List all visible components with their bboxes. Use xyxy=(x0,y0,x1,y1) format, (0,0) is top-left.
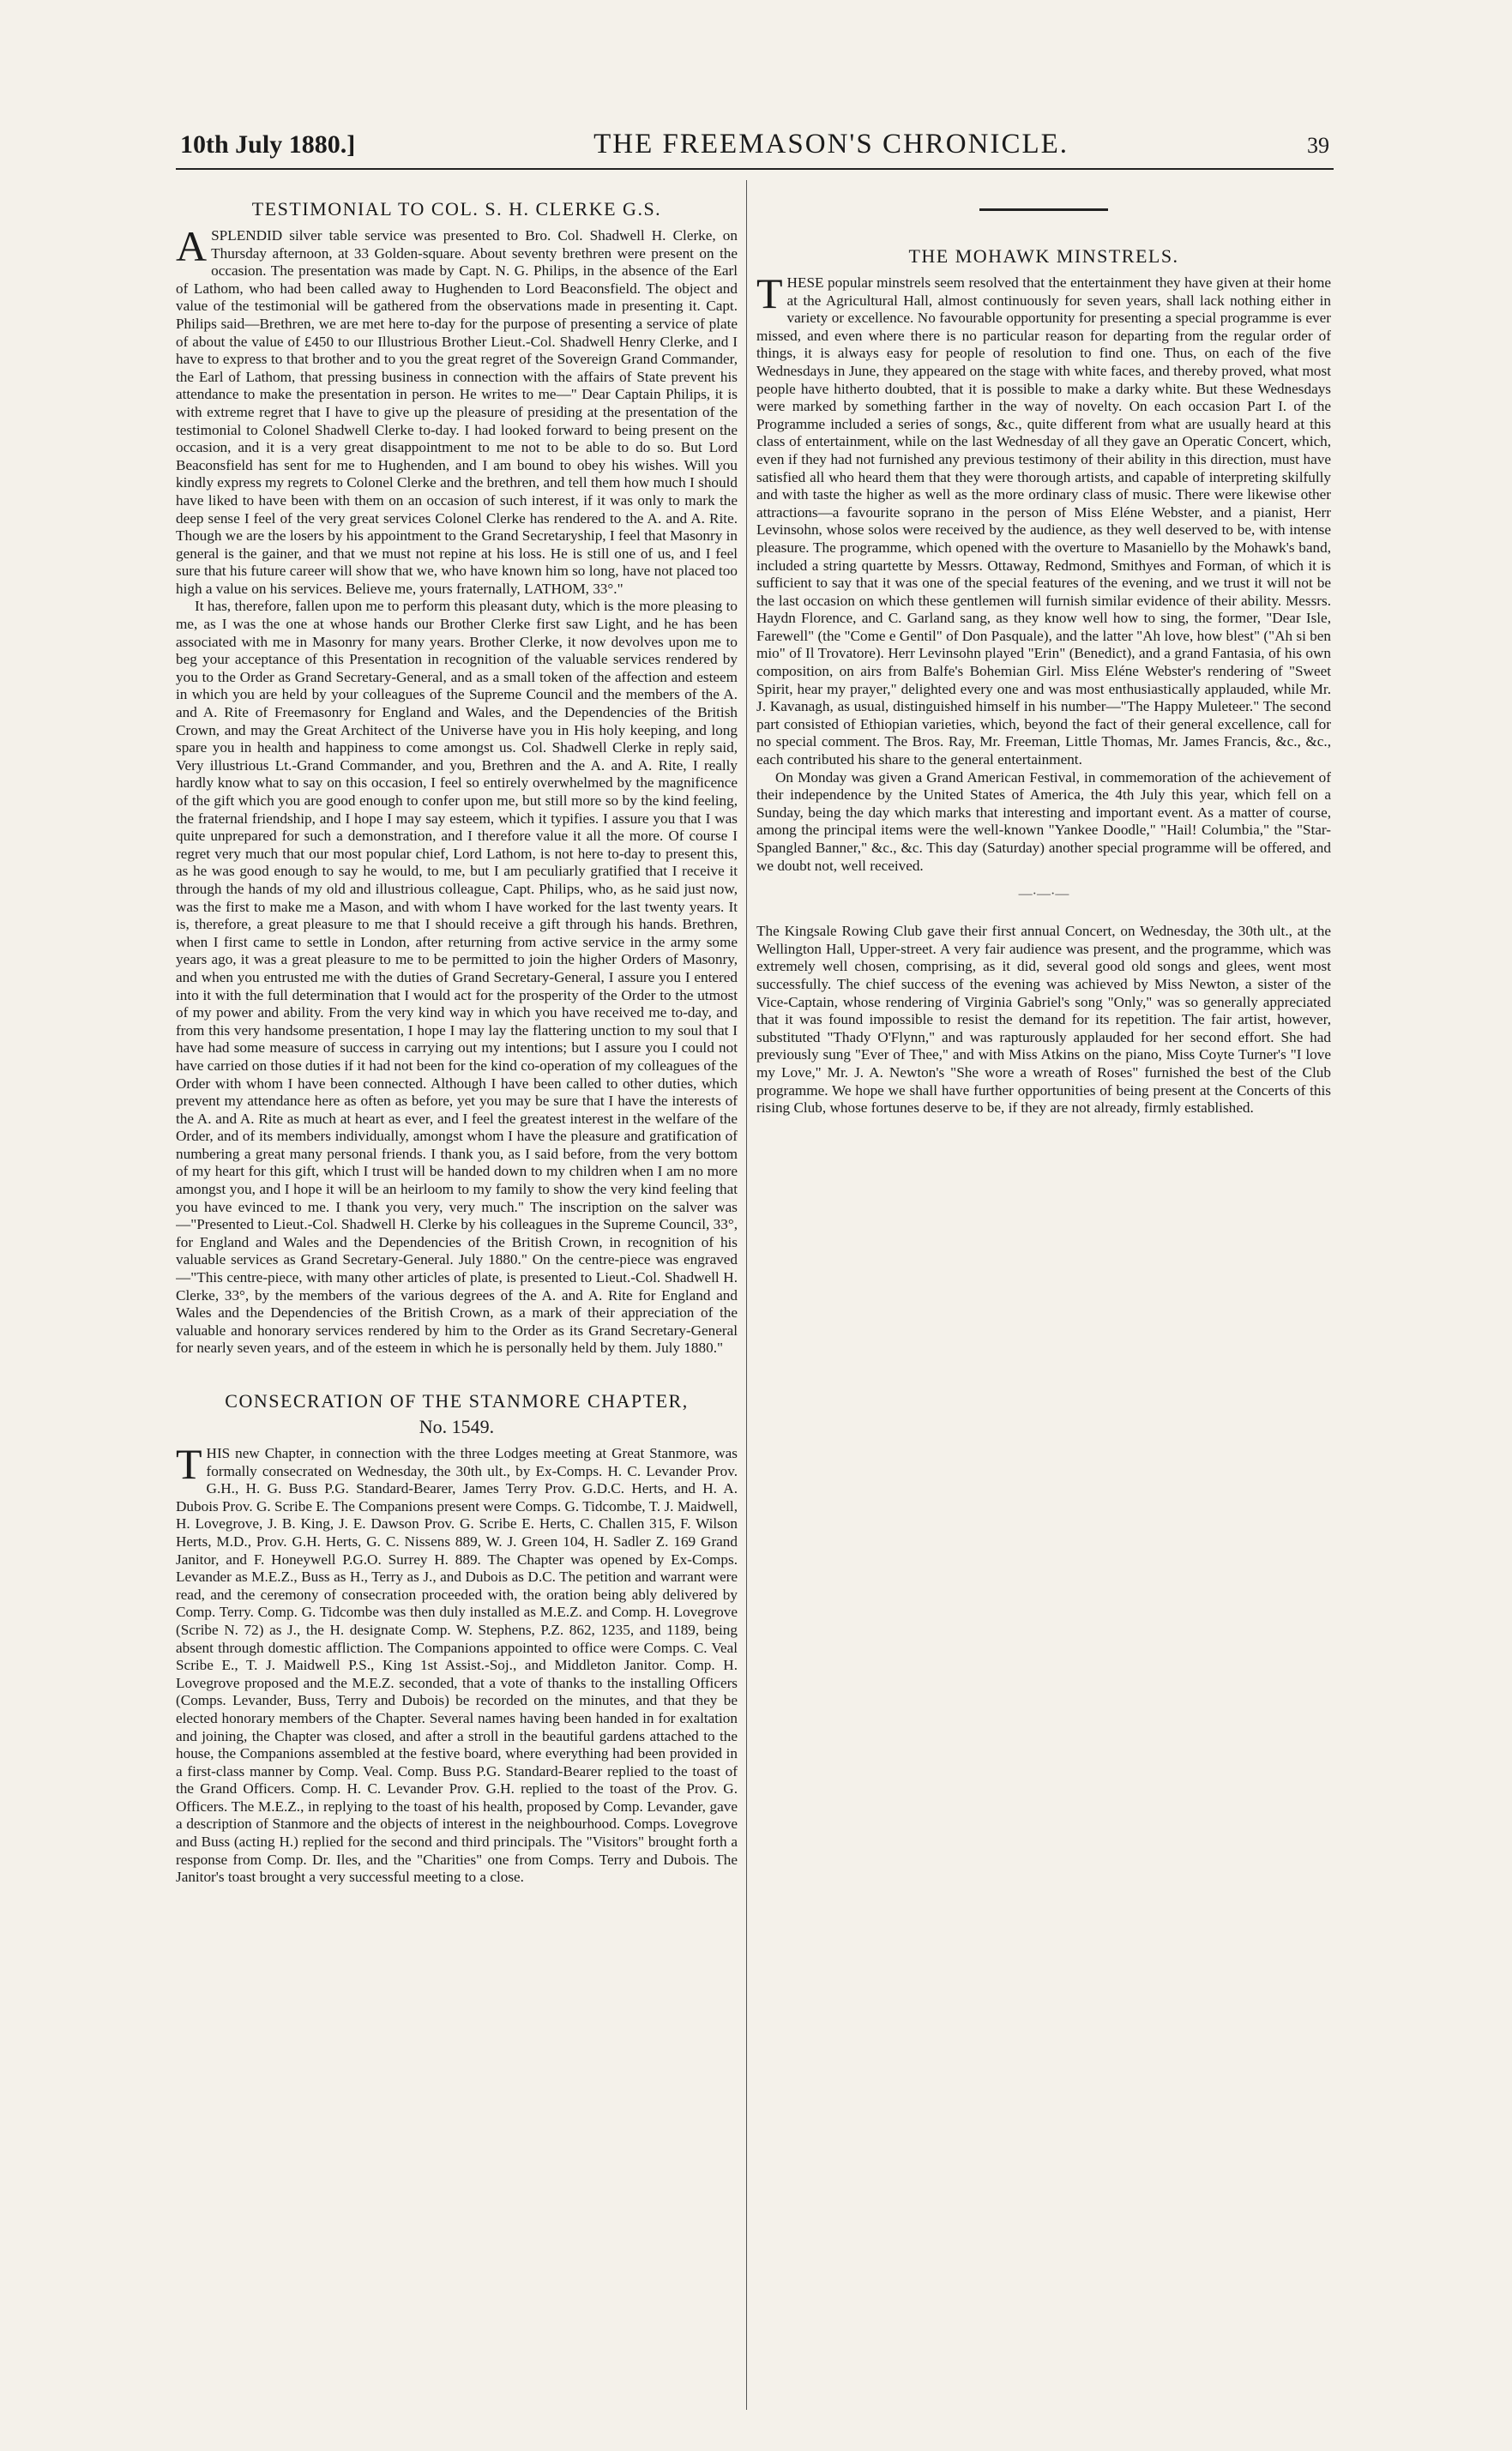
header-rule xyxy=(176,168,1334,170)
kingsale-paragraph: The Kingsale Rowing Club gave their first annual Concert, on Wednesday, the 30th ult., at the Wellington Hall, Upper-street. A very fair audience was present, and the programme, which was extremely well chosen, comprising, as it did, several good old songs and glees, went most successfully. The chief success of the evening was achieved by Miss Newton, a sister of the Vice-Captain, whose rendering of Virginia Gabriel's song "Only," was so generally appreciated that it was found impossible to resist the demand for its repetition. The fair artist, however, substituted "Thady O'Flynn," and was rapturously applauded for her second effort. She had previously sung "Ever of Thee," and with Miss Atkins on the piano, Miss Coyte Turner's "I love my Love," Mr. J. A. Newton's "She wore a wreath of Roses" furnished the best of the Club programme. We hope we shall have further opportunities of being present at the Concerts of this rising Club, whose fortunes deserve to be, if they are not already, firmly established. xyxy=(756,923,1331,1117)
mohawk-paragraph: THESE popular minstrels seem resolved that the entertainment they have given at their home at the Agricultural Hall, almost continuously for seven years, shall lack nothing either in variety or excellence. No favourable opportunity for presenting a special programme is ever missed, and even where there is no particular reason for departing from the regular order of things, it is always easy for people of resolution to find one. Thus, on each of the five Wednesdays in June, they appeared on the stage with white faces, and thereby proved, what most people have hitherto doubted, that it is possible to make a darky white. But these Wednesdays were marked by something farther in the way of novelty. On each occasion Part I. of the Programme included a series of songs, &c., quite different from what are usually heard at this class of entertainment, while on the last Wednesday of all they gave an Operatic Concert, which, even if they had not furnished any previous testimony of their ability in this direction, must have satisfied all who heard them that they were thorough artists, and capable of interpreting skilfully and with taste the higher as well as the more ordinary class of music. There were likewise other attractions—a favourite soprano in the person of Miss Eléne Webster, and a pianist, Herr Levinsohn, whose solos were received by the audience, as they well deserved to be, with intense pleasure. The programme, which opened with the overture to Masaniello by the Mohawk's band, included a string quartette by Messrs. Ottaway, Redmond, Smithyes and Forman, of which it is sufficient to say that it was one of the special features of the evening, and we trust it will not be the last occasion on which these gentlemen will furnish similar evidence of their ability. Messrs. Haydn Florence, and C. Garland sang, as they know well how to sing, the former, "Dear Isle, Farewell" (the "Come e Gentil" of Don Pasquale), and the latter "Ah love, how blest" ("Ah si ben mio" of Il Trovatore). Herr Levinsohn played "Erin" (Benedict), and a grand Fantasia, of his own composition, on airs from Balfe's Bohemian Girl. Miss Eléne Webster's rendering of "Sweet Spirit, hear my prayer," delighted every one and was most enthusiastically applauded, while Mr. J. Kavanagh, as usual, distinguished himself in his number—"The Happy Muleteer." The second part consisted of Ethiopian varieties, which, beyond the fact of their general excellence, call for no special comment. The Bros. Ray, Mr. Freeman, Little Thomas, Mr. James Francis, &c., &c., each contributed his share to the general entertainment. xyxy=(756,269,1331,768)
consecration-heading: CONSECRATION OF THE STANMORE CHAPTER, xyxy=(225,1390,689,1412)
consecration-paragraph: THIS new Chapter, in connection with the three Lodges meeting at Great Stanmore, was formally consecrated on Wednesday, the 30th ult., by Ex-Comps. H. C. Levander Prov. G.H., H. G. Buss P.G. Standard-Bearer, James Terry Prov. G.D.C. Herts, and H. A. Dubois Prov. G. Scribe E. The Companions present were Comps. G. Tidcombe, T. J. Maidwell, H. Lovegrove, J. B. King, J. E. Dawson Prov. G. Scribe E. Herts, C. Challen 315, F. Wilson Herts, M.D., Prov. G.H. Herts, G. C. Nissens 889, W. J. Green 104, H. Sadler Z. 169 Grand Janitor, and F. Honeywell P.G.O. Surrey H. 889. The Chapter was opened by Ex-Comps. Levander as M.E.Z., Buss as H., Terry as J., and Dubois as D.C. The petition and warrant were read, and the ceremony of consecration proceeded with, the oration being ably delivered by Comp. Terry. Comp. G. Tidcombe was then duly installed as M.E.Z. and Comp. H. Lovegrove (Scribe N. 72) as J., the H. designate Comp. W. Stephens, P.Z. 862, 1235, and 1189, being absent through domestic affliction. The Companions appointed to office were Comps. C. Veal Scribe E., T. J. Maidwell P.S., King 1st Assist.-Soj., and Middleton Janitor. Comp. H. Lovegrove proposed and the M.E.Z. seconded, that a vote of thanks to the installing Officers (Comps. Levander, Buss, Terry and Dubois) be recorded on the minutes, and that they be elected honorary members of the Chapter. Several names having been handed in for exaltation and joining, the Chapter was closed, and after a stroll in the beautiful gardens attached to the house, the Companions assembled at the festive board, where everything had been provided in a first-class manner by Comp. Veal. Comp. Buss P.G. Standard-Bearer replied to the toast of the Grand Officers. Comp. H. C. Levander Prov. G.H. replied to the toast of the Prov. G. Officers. The M.E.Z., in replying to the toast of his health, proposed by Comp. Levander, gave a description of Stanmore and the objects of interest in the neighbourhood. Comps. Lovegrove and Buss (acting H.) replied for the second and third principals. The "Visitors" brought forth a response from Comp. Dr. Iles, and the "Charities" one from Comps. Terry and Dubois. The Janitor's toast brought a very successful meeting to a close. xyxy=(176,1440,738,1886)
page-number: 39 xyxy=(1307,133,1329,158)
column-divider xyxy=(746,180,747,2410)
consecration-subheading: No. 1549. xyxy=(419,1416,495,1437)
section-ornament: —·—·— xyxy=(1018,887,1069,902)
left-column xyxy=(176,184,738,2406)
publication-title: THE FREEMASON'S CHRONICLE. xyxy=(593,129,1069,160)
masthead xyxy=(180,129,1329,163)
issue-date: 10th July 1880.] xyxy=(180,130,356,159)
testimonial-paragraph: It has, therefore, fallen upon me to perform this pleasant duty, which is the more pleasing to me, as I was the one at whose hands our Brother Clerke first saw Light, and he has been associated with me in Masonry for many years. Brother Clerke, it now devolves upon me to beg your acceptance of this Presentation in recognition of the valuable services rendered by you to the Order as Grand Secretary-General, and as a small token of the affection and esteem in which you are held by your colleagues of the Supreme Council and the members of the A. and A. Rite of Freemasonry for England and Wales, and the Dependencies of the British Crown, and may the Great Architect of the Universe have you in His holy keeping, and long spare you in health and happiness to come amongst us. Col. Shadwell Clerke in reply said, Very illustrious Lt.-Grand Commander, and you, Brethren and the A. and A. Rite, I really hardly know what to say on this occasion, I feel so entirely overwhelmed by the magnificence of the gift which you are good enough to confer upon me, but still more so by the kind feeling, the fraternal friendship, and I hope I may say esteem, which it typifies. I assure you that I was quite unprepared for such a demonstration, and I therefore value it all the more. Of course I regret very much that our most popular chief, Lord Lathom, is not here to-day to present this, as he was good enough to say he would, to me, but I am peculiarly gratified that I receive it through the hands of my old and illustrious colleague, Capt. Philips, who, as he said just now, was the first to make me a Mason, and with whom I have worked for the last twenty years. It is, therefore, a great pleasure to me that I should receive a gift through his hands. Brethren, when I first came to settle in London, after returning from active service in the army some years ago, it was a great pleasure to me to be permitted to join the higher Orders of Masonry, and when you entrusted me with the duties of Grand Secretary-General, I assure you I entered into it with the full determination that I would act for the prosperity of the Order to the utmost of my power and ability. From the very kind way in which you have received me to-day, and from this very handsome presentation, I hope I may lay the flattering unction to my soul that I have had some measure of success in carrying out my intentions; but I assure you I could not have carried on those duties if it had not been for the kind co-operation of my colleagues of the Order with whom I have been connected. Although I have been called to other duties, which prevent my attendance here as often as before, yet you may be sure that I have the interests of the A. and A. Rite as much at heart as ever, and I feel the greatest interest in the welfare of the Order, and of its members individually, amongst whom I have the pleasure and gratification of numbering a great many personal friends. I thank you, as I said before, from the very bottom of my heart for this gift, which I trust will be handed down to my children when I am no more amongst you, and I hope it will be an heirloom to my family to show the very kind feeling that you have evinced to me. I thank you very, very much." The inscription on the salver was—"Presented to Lieut.-Col. Shadwell H. Clerke by his colleagues in the Supreme Council, 33°, for England and Wales and the Dependencies of the British Crown, in recognition of his valuable services as Grand Secretary-General. July 1880." On the centre-piece was engraved—"This centre-piece, with many other articles of plate, is presented to Lieut.-Col. Shadwell H. Clerke, 33°, by the members of the various degrees of the A. and A. Rite for England and Wales and the Dependencies of the British Crown, as a mark of their appreciation of the valuable and honorary services rendered by him to the Order as its Grand Secretary-General for nearly seven years, and of the esteem in which he is personally held by them. July 1880." xyxy=(176,598,738,1357)
section-rule xyxy=(979,208,1108,211)
testimonial-paragraph: ASPLENDID silver table service was presented to Bro. Col. Shadwell H. Clerke, on Thursday afternoon, at 33 Golden-square. About seventy brethren were present on the occasion. The presentation was made by Capt. N. G. Philips, in the absence of the Earl of Lathom, who had been called away to Hughenden to Lord Beaconsfield. The object and value of the testimonial will be gathered from the observations made in presenting it. Capt. Philips said—Brethren, we are met here to-day for the purpose of presenting a service of plate of about the value of £450 to our Illustrious Brother Lieut.-Col. Shadwell Henry Clerke, and I have to express to that brother and to you the great regret of the Sovereign Grand Commander, the Earl of Lathom, that pressing business in connection with the affairs of State prevent his attendance to make the presentation in person. He writes to me—" Dear Captain Philips, it is with extreme regret that I have to give up the pleasure of presiding at the presentation of the testimonial to Colonel Shadwell Clerke to-day. I had looked forward to being present on the occasion, and it is a very great disappointment to me not to be able to do so. But Lord Beaconsfield has sent for me to Hughenden, and I am bound to obey his wishes. Will you kindly express my regrets to Colonel Clerke and the brethren, and tell them how much I should have liked to have been with them on an occasion of such interest, if it was only to mark the deep sense I feel of the very great services Colonel Clerke has rendered to the A. and A. Rite. Though we are the losers by his appointment to the Grand Secretaryship, I feel that Masonry in general is the gainer, and that we must not repine at his loss. He is still one of us, and I feel sure that his future career will show that we, who have known him so long, have not placed too high a value on his services. Believe me, yours fraternally, LATHOM, 33°." xyxy=(176,222,738,597)
mohawk-paragraph: On Monday was given a Grand American Festival, in commemoration of the achievement of their independence by the United States of America, the 4th July this year, which fell on a Sunday, being the day which marks that interesting and important event. As a matter of course, among the principal items were the well-known "Yankee Doodle," "Hail! Columbia," the "Star-Spangled Banner," &c., &c. This day (Saturday) another special programme will be offered, and we doubt not, well received. xyxy=(756,768,1331,874)
testimonial-heading: TESTIMONIAL TO COL. S. H. CLERKE G.S. xyxy=(251,198,662,220)
mohawk-heading: THE MOHAWK MINSTRELS. xyxy=(908,245,1179,267)
right-column xyxy=(756,184,1331,2406)
